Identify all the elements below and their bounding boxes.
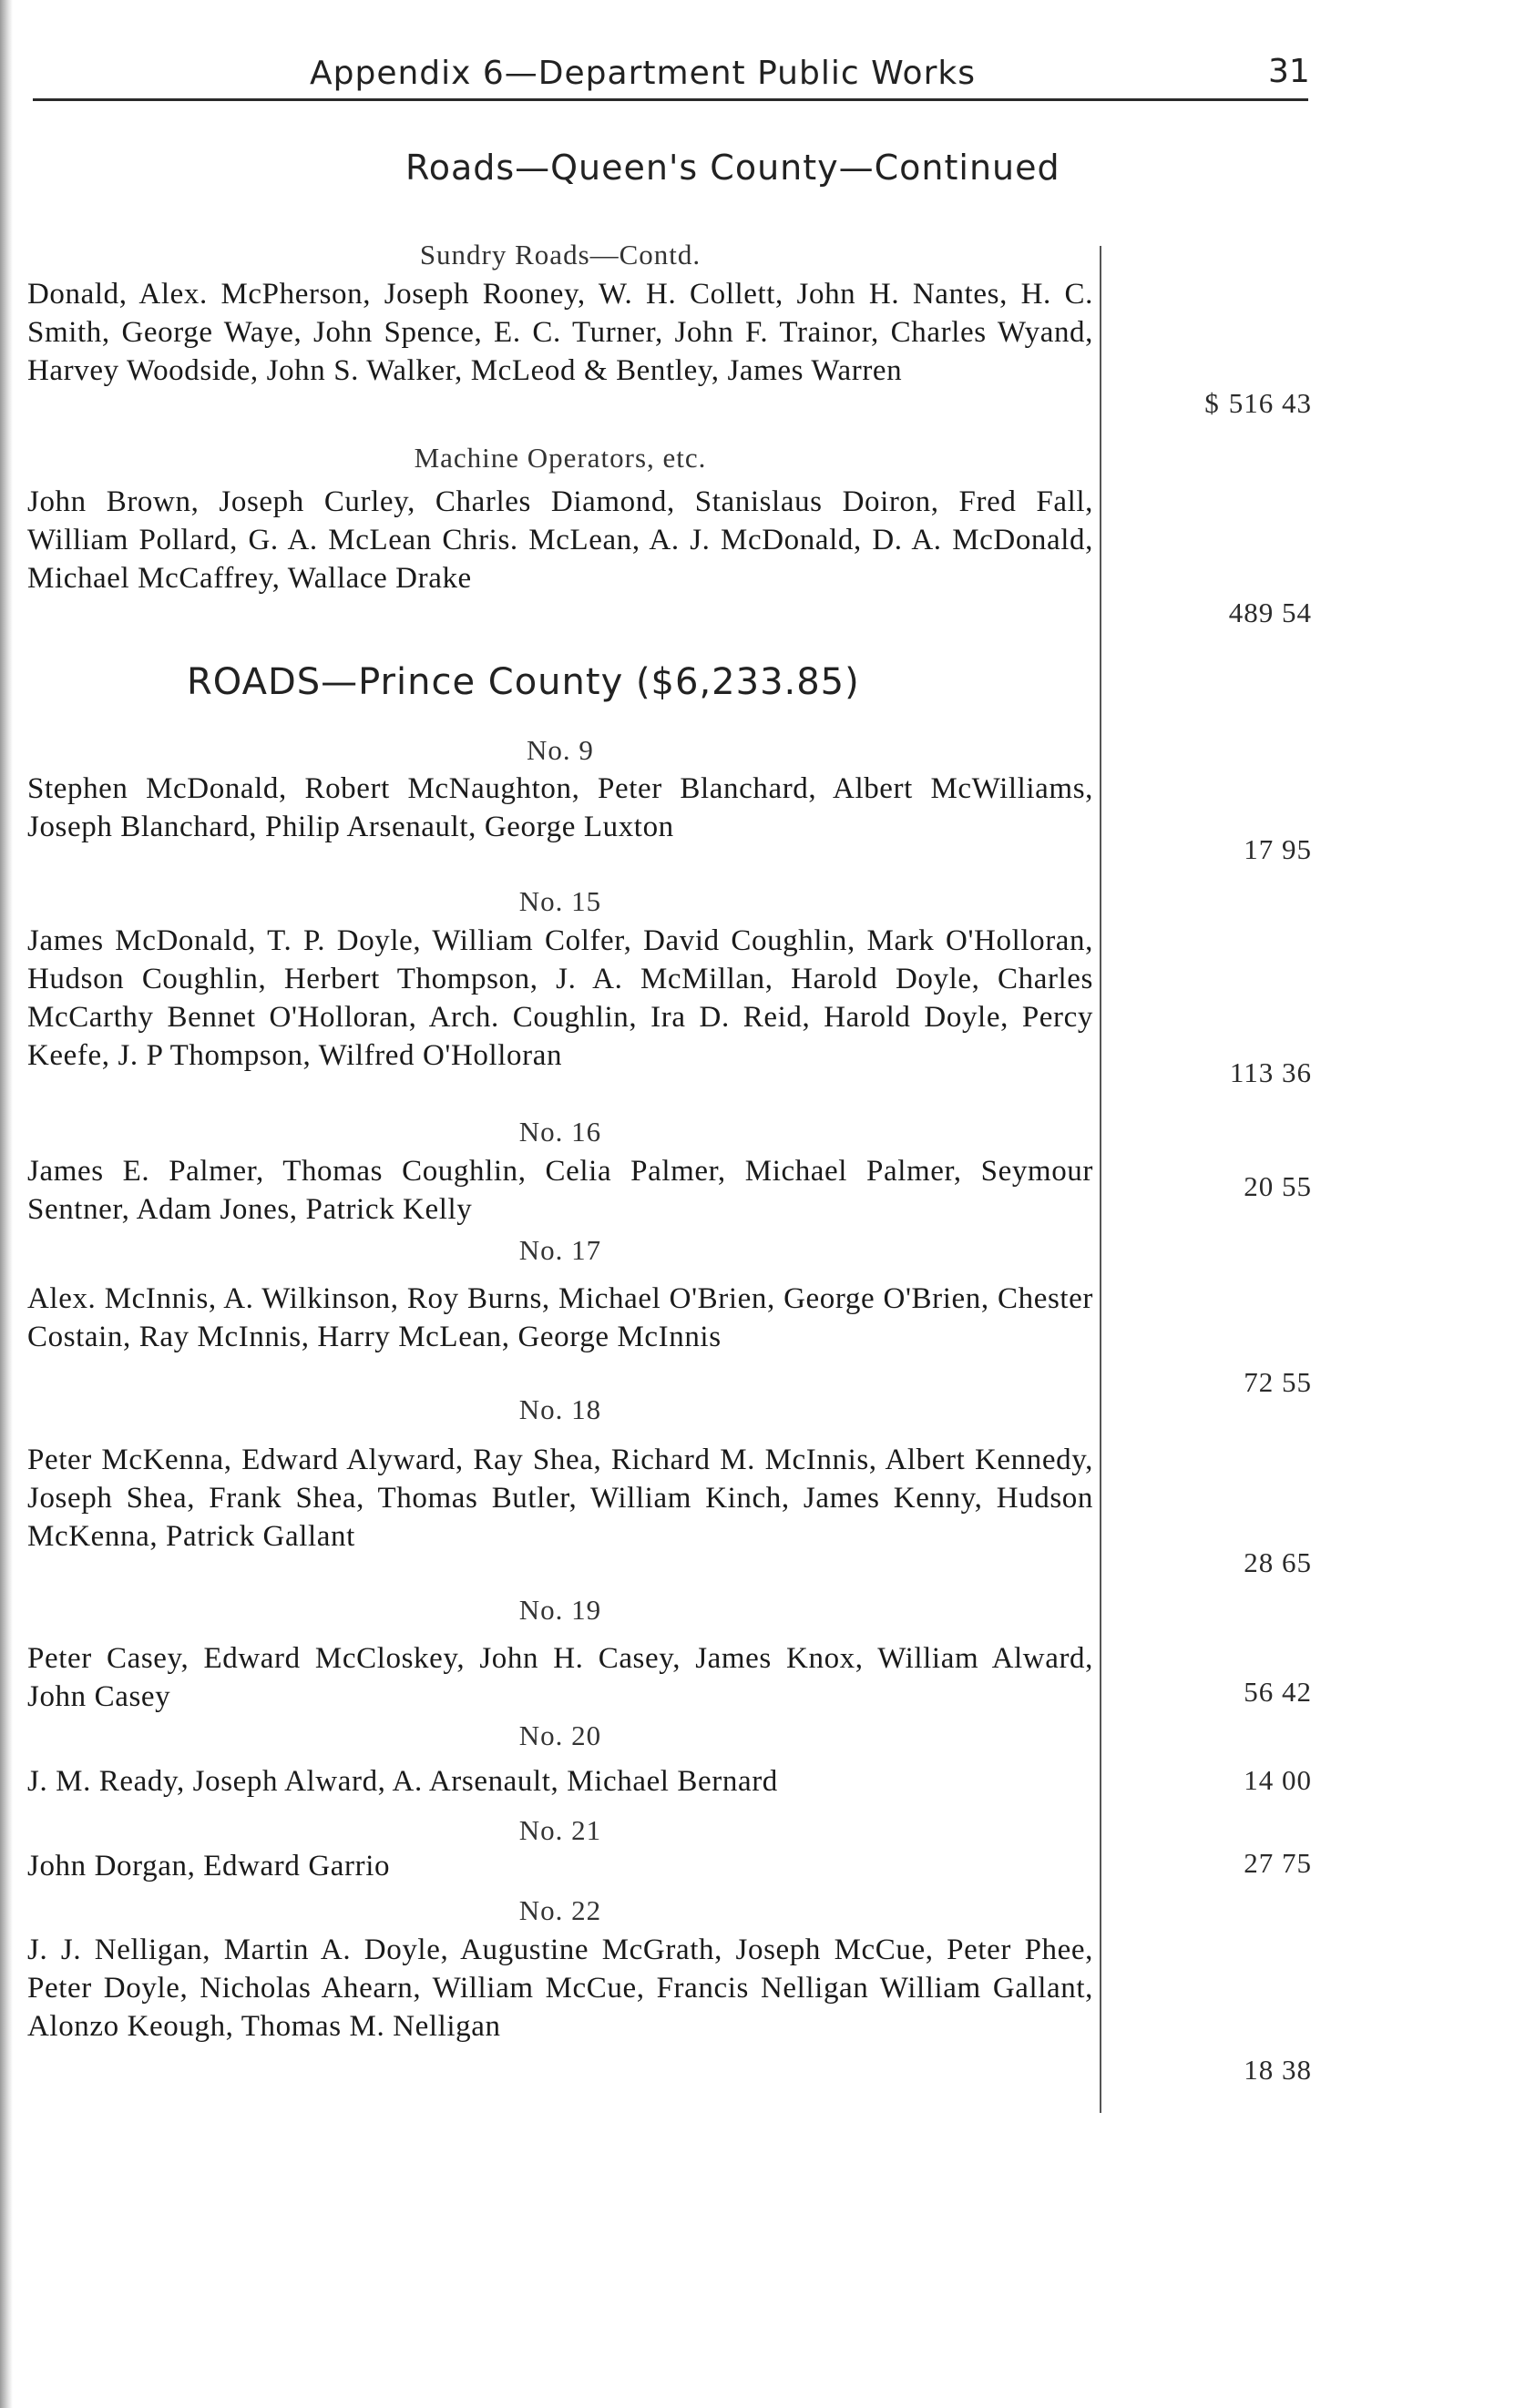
entry-amount: 18 38 xyxy=(1244,2054,1312,2086)
header-rule xyxy=(33,98,1308,101)
running-title: Appendix 6—Department Public Works xyxy=(310,55,976,92)
entry-names: J. J. Nelligan, Martin A. Doyle, Augustine McGrath, Joseph McCue, Peter Phee, Peter Doyle, Nicholas Ahearn, William McCue, Francis Nelligan William Gallant, Alonzo Keough, Thomas M. Nelligan xyxy=(27,1934,1093,2043)
entry-names: Alex. McInnis, A. Wilkinson, Roy Burns, Michael O'Brien, George O'Brien, Chester Costain, Ray McInnis, Harry McLean, George McInnis xyxy=(27,1282,1093,1353)
entry-names: James McDonald, T. P. Doyle, William Colfer, David Coughlin, Mark O'Holloran, Hudson Coughlin, Herbert Thompson, J. A. McMillan, Harold Doyle, Charles McCarthy Bennet O'Holloran, Arch. Coughlin, Ira D. Reid, Harold Doyle, Percy Keefe, J. P Thompson, Wilfred O'Holloran xyxy=(27,924,1093,1072)
entry-amount: 28 65 xyxy=(1244,1546,1312,1578)
road-number: No. 21 xyxy=(518,1814,602,1846)
currency-symbol: $ xyxy=(1204,387,1220,419)
entry-amount: 14 00 xyxy=(1244,1764,1312,1796)
entry-amount: 113 36 xyxy=(1229,1056,1312,1088)
road-number: No. 16 xyxy=(518,1116,602,1148)
entry-names: John Dorgan, Edward Garrio xyxy=(27,1850,391,1883)
entry-amount: 56 42 xyxy=(1244,1676,1312,1708)
entry-names: James E. Palmer, Thomas Coughlin, Celia Palmer, Michael Palmer, Seymour Sentner, Adam Jones, Patrick Kelly xyxy=(27,1155,1093,1226)
entry-names: Donald, Alex. McPherson, Joseph Rooney, W. H. Collett, John H. Nantes, H. C. Smith, George Waye, John Spence, E. C. Turner, John F. Trainor, Charles Wyand, Harvey Woodside, John S. Walker, McLeod & Bentley, James Warren xyxy=(27,278,1093,387)
subsection-heading: Machine Operators, etc. xyxy=(414,442,707,474)
page-number: 31 xyxy=(1268,53,1310,90)
road-number: No. 20 xyxy=(518,1719,602,1751)
subsection-heading: Sundry Roads—Contd. xyxy=(419,239,701,270)
entry-names: Peter McKenna, Edward Alyward, Ray Shea, Richard M. McInnis, Albert Kennedy, Joseph Shea, Frank Shea, Thomas Butler, William Kinch, James Kenny, Hudson McKenna, Patrick Gallant xyxy=(27,1444,1093,1553)
section-title-queens: Roads—Queen's County—Continued xyxy=(405,148,1060,188)
entry-names: John Brown, Joseph Curley, Charles Diamond, Stanislaus Doiron, Fred Fall, William Pollard, G. A. McLean Chris. McLean, A. J. McDonald, D. A. McDonald, Michael McCaffrey, Wallace Drake xyxy=(27,485,1093,595)
road-number: No. 9 xyxy=(527,734,594,766)
page-edge-shadow xyxy=(0,0,13,2408)
entry-amount: 20 55 xyxy=(1244,1170,1312,1202)
section-title-prince: ROADS—Prince County ($6,233.85) xyxy=(187,661,860,703)
road-number: No. 15 xyxy=(518,885,602,917)
entry-names: Stephen McDonald, Robert McNaughton, Peter Blanchard, Albert McWilliams, Joseph Blanchard, Philip Arsenault, George Luxton xyxy=(27,772,1093,843)
amount-column-rule xyxy=(1100,246,1101,2113)
entry-names: Peter Casey, Edward McCloskey, John H. Casey, James Knox, William Alward, John Casey xyxy=(27,1642,1093,1713)
entry-amount: 27 75 xyxy=(1244,1847,1312,1879)
road-number: No. 19 xyxy=(518,1594,602,1626)
entry-amount: 72 55 xyxy=(1244,1366,1312,1398)
road-number: No. 22 xyxy=(518,1894,602,1926)
entry-names: J. M. Ready, Joseph Alward, A. Arsenault, Michael Bernard xyxy=(27,1765,778,1798)
amount-value: 516 43 xyxy=(1228,387,1312,419)
road-number: No. 17 xyxy=(518,1234,602,1266)
entry-amount: 17 95 xyxy=(1244,833,1312,865)
entry-amount: 489 54 xyxy=(1228,597,1312,628)
road-number: No. 18 xyxy=(518,1393,602,1425)
entry-amount xyxy=(1130,387,1312,420)
